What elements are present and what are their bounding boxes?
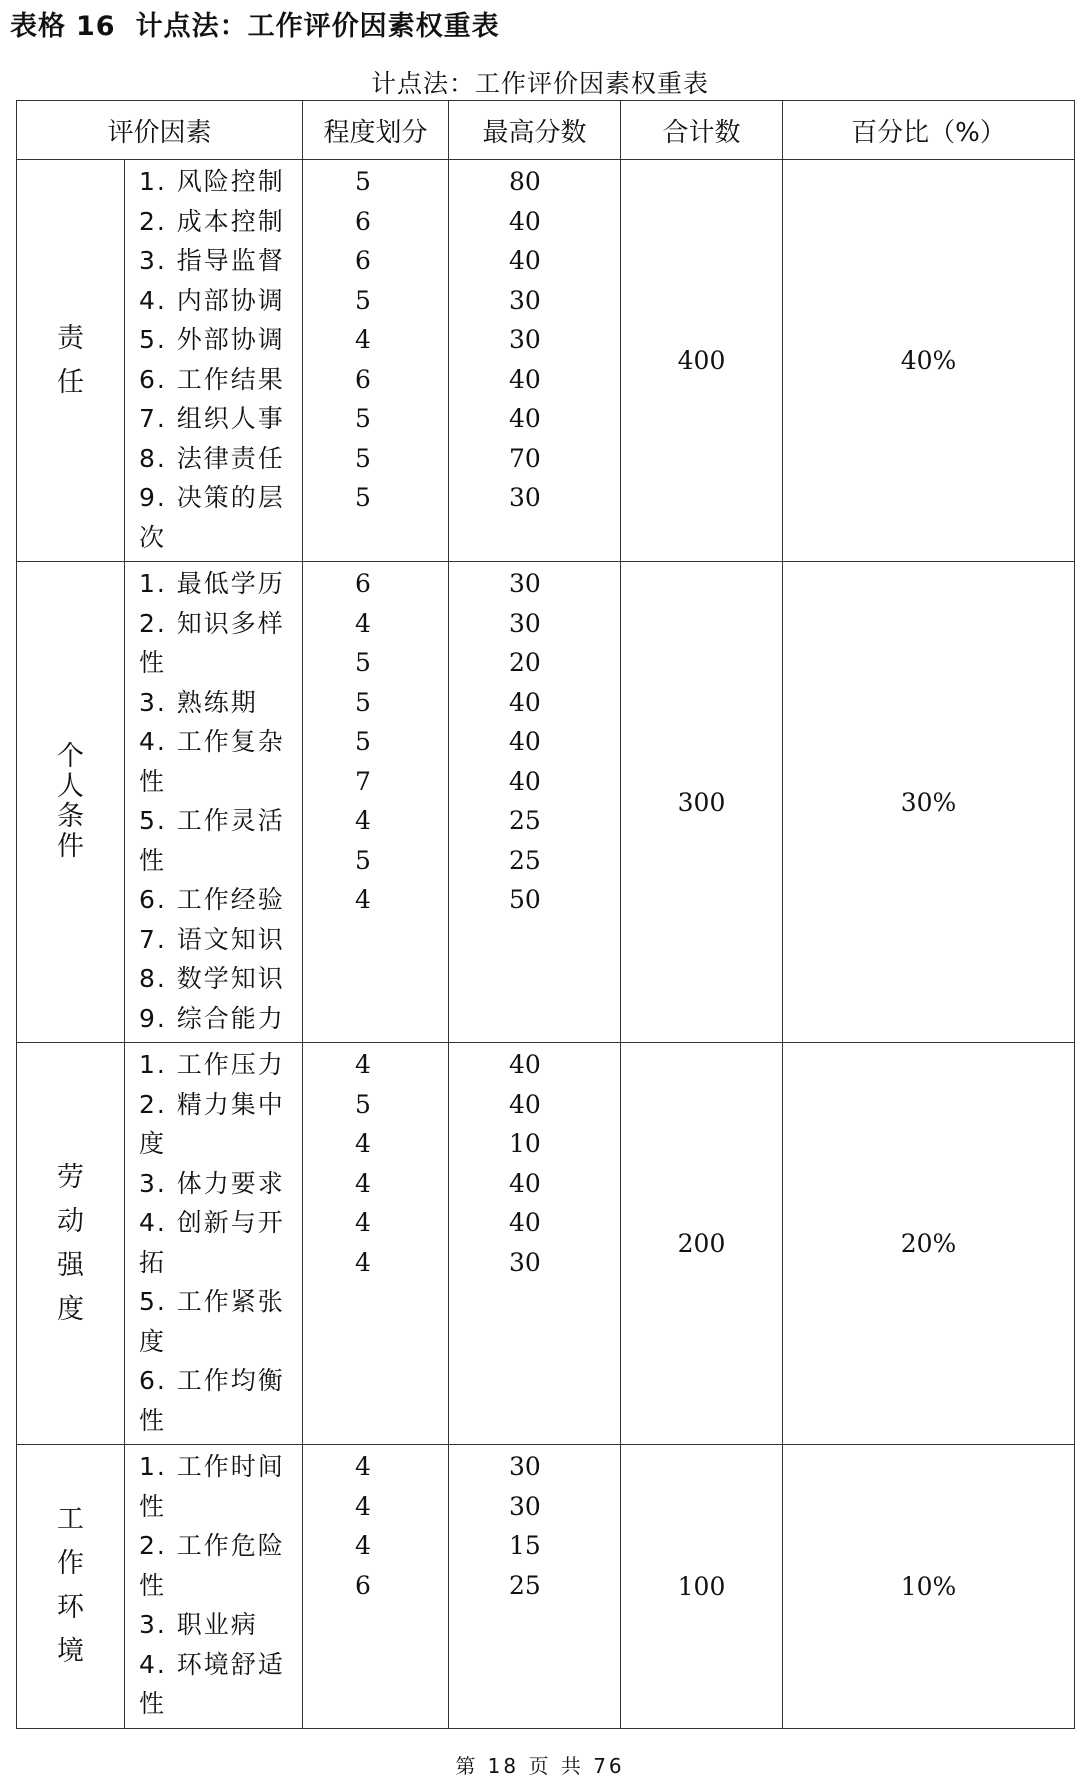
degree-cell <box>303 562 449 1043</box>
table-header-row <box>17 101 1075 160</box>
degree-value: 4 <box>355 1531 371 1560</box>
max-score-value: 15 <box>509 1531 541 1560</box>
degree-value: 4 <box>355 1208 371 1237</box>
max-score-value: 40 <box>509 1089 541 1119</box>
factor-item: 1. 工作压力 <box>139 1050 285 1079</box>
max-score-value: 40 <box>509 1168 541 1198</box>
factor-item: 5. 工作紧张度 <box>139 1287 285 1356</box>
factor-item: 1. 风险控制 <box>139 167 285 196</box>
percent-cell: 20% <box>783 1043 1075 1445</box>
degree-list <box>303 1447 448 1605</box>
factor-item: 4. 环境舒适性 <box>139 1649 285 1718</box>
degree-value: 5 <box>355 1089 371 1119</box>
max-score-value: 30 <box>509 325 541 354</box>
degree-value: 4 <box>355 1491 371 1521</box>
degree-value: 5 <box>355 687 371 717</box>
factor-item: 3. 职业病 <box>139 1610 258 1639</box>
degree-value: 4 <box>355 1129 371 1158</box>
max-score-value: 80 <box>509 167 541 196</box>
degree-value: 5 <box>355 167 371 196</box>
factor-list <box>139 1447 292 1724</box>
factor-list <box>139 564 292 1038</box>
max-score-value: 30 <box>509 1452 541 1481</box>
max-score-value: 40 <box>509 364 541 394</box>
category-cell <box>17 1043 125 1445</box>
max-score-value: 30 <box>509 285 541 315</box>
factor-item: 3. 指导监督 <box>139 246 285 275</box>
degree-value: 5 <box>355 285 371 315</box>
factor-item: 8. 数学知识 <box>139 964 285 993</box>
degree-value: 5 <box>355 727 371 756</box>
category-label: 责任 <box>57 322 84 398</box>
factor-item: 1. 工作时间性 <box>139 1452 285 1521</box>
max-score-value: 25 <box>509 806 541 835</box>
category-label: 劳动强度 <box>57 1161 84 1325</box>
degree-value: 4 <box>355 325 371 354</box>
total-cell: 300 <box>621 562 783 1043</box>
factor-item: 1. 最低学历 <box>139 569 285 598</box>
factor-item: 6. 工作结果 <box>139 364 285 394</box>
degree-value: 4 <box>355 1247 371 1277</box>
degree-value: 5 <box>355 483 371 512</box>
max-score-value: 40 <box>509 1208 541 1237</box>
factor-item: 4. 工作复杂性 <box>139 727 285 796</box>
factor-item: 4. 内部协调 <box>139 285 285 315</box>
degree-value: 5 <box>355 443 371 473</box>
degree-list <box>303 1045 448 1282</box>
degree-value: 4 <box>355 1050 371 1079</box>
max-score-cell <box>449 562 621 1043</box>
max-score-value: 40 <box>509 1050 541 1079</box>
header-total: 合计数 <box>621 101 783 160</box>
heading-title: 计点法：工作评价因素权重表 <box>135 11 500 42</box>
max-score-value: 40 <box>509 206 541 236</box>
max-score-value: 30 <box>509 483 541 512</box>
max-score-list <box>449 1447 620 1605</box>
percent-cell: 10% <box>783 1445 1075 1729</box>
max-score-value: 70 <box>509 443 541 473</box>
total-cell: 400 <box>621 160 783 562</box>
table-caption: 计点法：工作评价因素权重表 <box>370 69 709 98</box>
degree-value: 5 <box>355 648 371 677</box>
max-score-value: 20 <box>509 648 541 677</box>
max-score-value: 30 <box>509 608 541 638</box>
percent-cell: 40% <box>783 160 1075 562</box>
max-score-list <box>449 162 620 518</box>
page-footer: 第 18 页 共 76 <box>455 1754 625 1778</box>
degree-value: 4 <box>355 608 371 638</box>
degree-value: 6 <box>355 246 371 275</box>
factor-list <box>139 1045 292 1440</box>
factor-weight-table <box>16 100 1075 1729</box>
factor-item: 3. 熟练期 <box>139 687 258 717</box>
total-cell: 100 <box>621 1445 783 1729</box>
factor-item: 3. 体力要求 <box>139 1168 285 1198</box>
factor-list-cell <box>125 1043 303 1445</box>
max-score-cell <box>449 1445 621 1729</box>
factor-item: 2. 精力集中度 <box>139 1089 285 1158</box>
factor-item: 7. 组织人事 <box>139 404 285 433</box>
factor-item: 6. 工作均衡性 <box>139 1366 285 1435</box>
factor-item: 9. 决策的层次 <box>139 483 285 552</box>
total-cell: 200 <box>621 1043 783 1445</box>
degree-cell <box>303 160 449 562</box>
percent-cell: 30% <box>783 562 1075 1043</box>
factor-list <box>139 162 292 557</box>
document-heading <box>10 4 500 43</box>
header-factor: 评价因素 <box>17 101 303 160</box>
factor-item: 5. 外部协调 <box>139 325 285 354</box>
degree-value: 6 <box>355 569 371 598</box>
max-score-value: 40 <box>509 404 541 433</box>
degree-value: 7 <box>355 766 371 796</box>
degree-cell <box>303 1445 449 1729</box>
factor-item: 2. 成本控制 <box>139 206 285 236</box>
factor-item: 9. 综合能力 <box>139 1003 285 1033</box>
factor-item: 7. 语文知识 <box>139 924 285 954</box>
factor-list-cell <box>125 160 303 562</box>
max-score-value: 40 <box>509 727 541 756</box>
degree-value: 6 <box>355 206 371 236</box>
header-percent: 百分比（%） <box>783 101 1075 160</box>
degree-value: 4 <box>355 1168 371 1198</box>
max-score-list <box>449 1045 620 1282</box>
degree-value: 5 <box>355 404 371 433</box>
factor-list-cell <box>125 562 303 1043</box>
factor-list-cell <box>125 1445 303 1729</box>
table-row <box>17 1043 1075 1445</box>
table-row <box>17 562 1075 1043</box>
max-score-value: 30 <box>509 1247 541 1277</box>
degree-list <box>303 162 448 518</box>
category-cell <box>17 160 125 562</box>
max-score-cell <box>449 1043 621 1445</box>
max-score-cell <box>449 160 621 562</box>
max-score-value: 40 <box>509 246 541 275</box>
degree-value: 4 <box>355 806 371 835</box>
degree-value: 6 <box>355 364 371 394</box>
max-score-value: 30 <box>509 569 541 598</box>
max-score-value: 30 <box>509 1491 541 1521</box>
factor-item: 2. 知识多样性 <box>139 608 285 677</box>
max-score-value: 50 <box>509 885 541 914</box>
degree-value: 4 <box>355 885 371 914</box>
factor-item: 2. 工作危险性 <box>139 1531 285 1600</box>
table-row <box>17 1445 1075 1729</box>
category-label: 工作环境 <box>57 1504 84 1668</box>
factor-item: 6. 工作经验 <box>139 885 285 914</box>
degree-cell <box>303 1043 449 1445</box>
category-cell <box>17 1445 125 1729</box>
max-score-value: 40 <box>509 766 541 796</box>
table-row <box>17 160 1075 562</box>
heading-prefix: 表格 <box>10 11 66 42</box>
factor-item: 8. 法律责任 <box>139 443 285 473</box>
max-score-value: 10 <box>509 1129 541 1158</box>
factor-item: 5. 工作灵活性 <box>139 806 285 875</box>
header-degree: 程度划分 <box>303 101 449 160</box>
heading-number: 16 <box>76 11 116 42</box>
factor-item: 4. 创新与开拓 <box>139 1208 285 1277</box>
max-score-value: 40 <box>509 687 541 717</box>
max-score-value: 25 <box>509 1570 541 1600</box>
degree-list <box>303 564 448 920</box>
degree-value: 6 <box>355 1570 371 1600</box>
category-label: 个人条件 <box>57 741 84 862</box>
degree-value: 4 <box>355 1452 371 1481</box>
max-score-list <box>449 564 620 920</box>
header-max-score: 最高分数 <box>449 101 621 160</box>
category-cell <box>17 562 125 1043</box>
degree-value: 5 <box>355 845 371 875</box>
max-score-value: 25 <box>509 845 541 875</box>
